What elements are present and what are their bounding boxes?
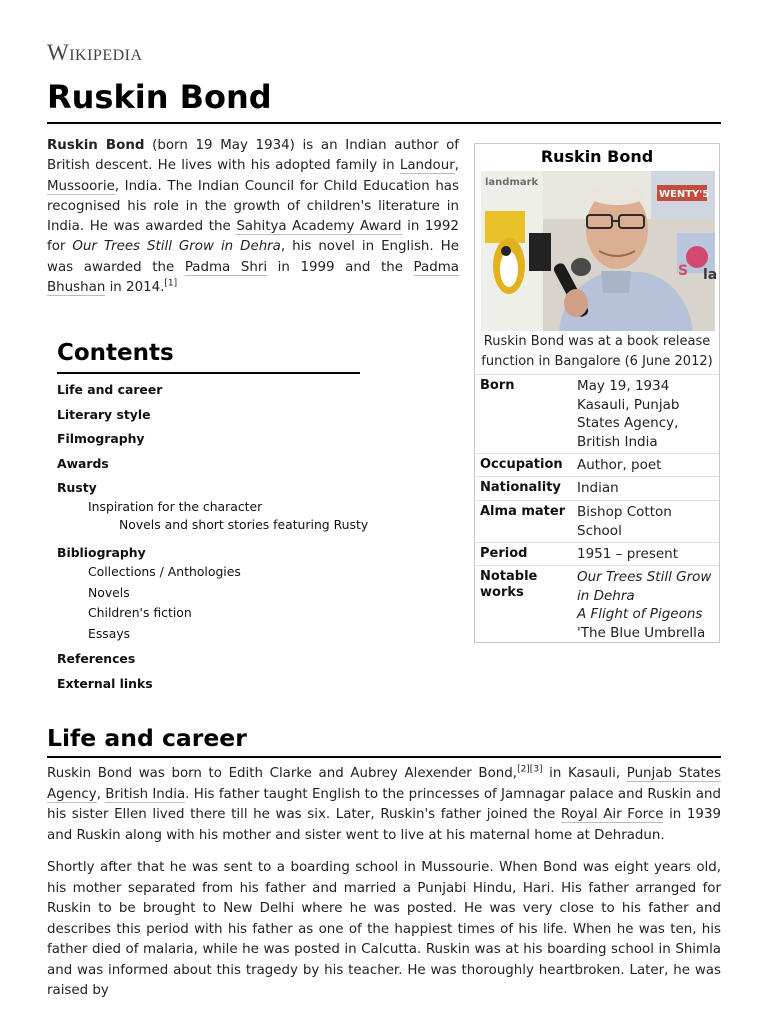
section-heading-life-and-career: Life and career xyxy=(47,724,247,752)
photo-sign-la: la xyxy=(703,267,718,283)
link-padma-shri[interactable]: Padma Shri xyxy=(184,259,268,275)
body-text: in 1939 and Ruskin along with his mother and sister went to live at his maternal home at Dehradun. xyxy=(47,807,721,843)
toc-item-inspiration[interactable]: Inspiration for the character xyxy=(88,499,263,514)
infobox-label: Born xyxy=(480,378,515,393)
toc-item-collections[interactable]: Collections / Anthologies xyxy=(88,564,241,579)
link-padma-bhushan[interactable]: Padma Bhushan xyxy=(47,259,459,296)
notable-work-title: Our Trees Still Grow in Dehra xyxy=(72,239,281,255)
link-royal-air-force[interactable]: Royal Air Force xyxy=(560,807,664,822)
title-divider xyxy=(47,122,721,124)
toc-item-literary-style[interactable]: Literary style xyxy=(57,407,151,422)
infobox-value xyxy=(577,568,717,642)
intro-text: in 1999 and the xyxy=(267,259,414,275)
infobox-row-alma-mater xyxy=(475,500,719,542)
value-line[interactable]: Bishop Cotton xyxy=(577,504,672,520)
infobox-title: Ruskin Bond xyxy=(540,147,654,166)
toc-item-novels[interactable]: Novels xyxy=(88,585,130,600)
intro-text: in 1992 for xyxy=(47,219,459,255)
value-line: 'The Blue Umbrella xyxy=(577,624,706,641)
photo-caption: Ruskin Bond was at a book release function in Bangalore (6 June 2012) xyxy=(481,334,713,369)
toc-item-awards[interactable]: Awards xyxy=(57,456,109,471)
subject-name: Ruskin Bond xyxy=(47,138,145,153)
intro-text: , India. The Indian Council for Child Education has recognised his role in the growth of children's literature in India. He was awarded the xyxy=(47,178,459,235)
toc-item-external-links[interactable]: External links xyxy=(57,676,153,691)
toc-item-rusty[interactable]: Rusty xyxy=(57,480,97,495)
wikipedia-wordmark[interactable]: Wikipedia xyxy=(47,40,143,65)
value-line[interactable]: British India xyxy=(577,433,658,450)
body-text: . His father taught English to the princesses of Jamnagar palace and Ruskin and his sister Ellen lived there till he was six. Later, Ruskin's father joined the xyxy=(47,786,722,822)
toc-item-novels-featuring-rusty[interactable]: Novels and short stories featuring Rusty xyxy=(119,517,369,532)
link-landour[interactable]: Landour xyxy=(399,158,455,174)
infobox-value: Indian xyxy=(577,480,619,496)
link-punjab-states-agency[interactable]: Punjab States Agency xyxy=(47,766,722,802)
body-text: in Kasauli, xyxy=(542,766,627,781)
body-text: , xyxy=(96,786,106,802)
contents-title: Contents xyxy=(57,340,174,366)
toc-item-filmography[interactable]: Filmography xyxy=(57,431,145,446)
infobox-row-period xyxy=(475,542,719,566)
value-line[interactable]: States Agency, xyxy=(577,415,679,432)
toc-item-bibliography[interactable]: Bibliography xyxy=(57,545,146,560)
toc-item-essays[interactable]: Essays xyxy=(88,626,131,641)
infobox-label: Occupation xyxy=(480,457,563,472)
value-line: A Flight of Pigeons xyxy=(577,606,703,623)
infobox-value[interactable] xyxy=(577,503,717,540)
toc-item-references[interactable]: References xyxy=(57,651,136,666)
portrait-photo[interactable] xyxy=(481,171,718,331)
body-paragraph-1 xyxy=(47,764,721,846)
infobox-label: Alma mater xyxy=(480,504,566,519)
intro-text: in 2014. xyxy=(105,280,165,296)
intro-text: , his novel in English. He was awarded the xyxy=(47,239,459,275)
section-divider xyxy=(47,756,721,758)
infobox-label: Period xyxy=(480,546,528,561)
link-mussoorie[interactable]: Mussoorie xyxy=(47,178,115,194)
value-line: in Dehra xyxy=(577,587,635,604)
infobox-row-nationality xyxy=(475,476,719,500)
infobox-label: Notable works xyxy=(480,569,538,600)
body-text: Ruskin Bond was born to Edith Clarke and Aubrey Alexender Bond, xyxy=(47,766,518,781)
photo-sign-landmark: landmark xyxy=(485,177,539,188)
reference-1[interactable]: [1] xyxy=(164,278,178,289)
infobox-value xyxy=(577,377,717,451)
page-title: Ruskin Bond xyxy=(47,78,272,116)
contents-divider xyxy=(57,372,360,374)
toc-item-childrens-fiction[interactable]: Children's fiction xyxy=(88,605,192,620)
intro-text: (born 19 May 1934) is an Indian author of British descent. He lives with his adopted family in xyxy=(47,138,460,174)
infobox-row-born xyxy=(475,374,719,453)
infobox-row-occupation xyxy=(475,453,719,477)
intro-text: , xyxy=(454,158,459,174)
toc-item-life-and-career[interactable]: Life and career xyxy=(57,382,163,397)
infobox-value: Author, poet xyxy=(577,457,662,473)
photo-sign-s: S xyxy=(678,263,689,279)
body-paragraph-2: Shortly after that he was sent to a boarding school in Mussourie. When Bond was eight years old, his mother separated from his father and married a Punjabi Hindu, Hari. His father arranged for Ruskin to be brought to New Delhi where he was posted. He was very close to his father and describes this period with his father as one of the happiest times of his life. When he was ten, his father died of malaria, while he was posted in Calcutta. Ruskin was at his boarding school in Shimla and was informed about this tragedy by his teacher. He was thoroughly heartbroken. Later, he was raised by xyxy=(47,860,721,998)
link-sahitya-academy-award[interactable]: Sahitya Academy Award xyxy=(236,219,402,235)
value-line: May 19, 1934 xyxy=(577,378,670,394)
reference-2-3[interactable]: [2][3] xyxy=(517,764,543,775)
value-line: Our Trees Still Grow xyxy=(577,569,712,585)
link-british-india[interactable]: British India xyxy=(105,786,186,802)
infobox-label: Nationality xyxy=(480,480,561,495)
infobox-row-notable-works xyxy=(475,565,719,644)
photo-sign-twenty: WENTY'5 xyxy=(659,189,710,200)
value-line[interactable]: Kasauli, Punjab xyxy=(577,396,680,413)
infobox xyxy=(474,143,720,643)
infobox-value: 1951 – present xyxy=(577,546,679,562)
intro-paragraph xyxy=(47,136,459,298)
value-line[interactable]: School xyxy=(577,522,622,539)
